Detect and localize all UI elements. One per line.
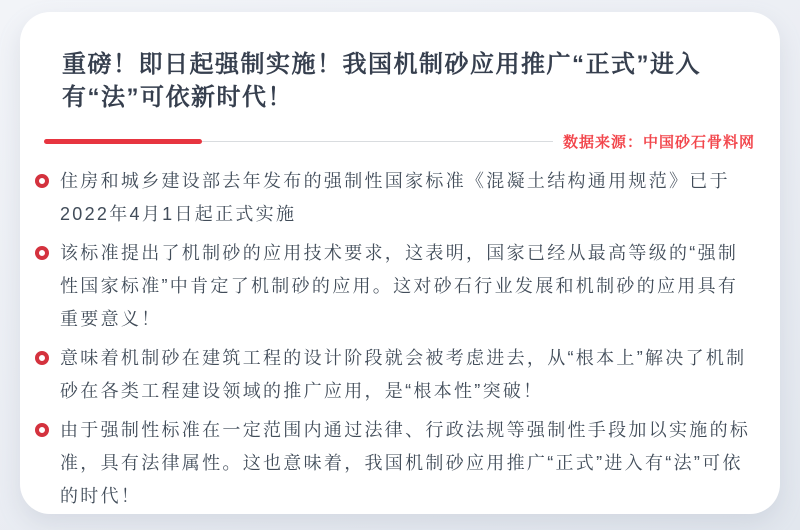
list-item	[35, 342, 755, 408]
data-source-label: 数据来源：中国砂石骨料网	[562, 133, 755, 151]
divider-line	[202, 141, 553, 142]
list-item	[35, 165, 755, 231]
page-title: 重磅！即日起强制实施！我国机制砂应用推广“正式”进入有“法”可依新时代！	[62, 51, 701, 111]
bullet-paragraph: 由于强制性标准在一定范围内通过法律、行政法规等强制性手段加以实施的标准，具有法律属性。这也意味着，我国机制砂应用推广“正式”进入有“法”可依的时代！	[60, 420, 751, 506]
list-item	[35, 414, 755, 513]
ring-bullet-icon	[35, 174, 49, 188]
list-item	[35, 237, 755, 336]
bullet-paragraph: 住房和城乡建设部去年发布的强制性国家标准《混凝土结构通用规范》已于2022年4月1日起正式实施	[60, 171, 730, 224]
ring-bullet-icon	[35, 423, 49, 437]
bullet-list	[35, 165, 755, 513]
ring-bullet-icon	[35, 351, 49, 365]
article-card	[20, 12, 780, 514]
bullet-paragraph: 意味着机制砂在建筑工程的设计阶段就会被考虑进去，从“根本上”解决了机制砂在各类工程建设领域的推广应用，是“根本性”突破！	[60, 348, 747, 401]
ring-bullet-icon	[35, 246, 49, 260]
divider-row	[44, 131, 755, 151]
red-accent-bar	[44, 139, 202, 144]
bullet-paragraph: 该标准提出了机制砂的应用技术要求，这表明，国家已经从最高等级的“强制性国家标准”中肯定了机制砂的应用。这对砂石行业发展和机制砂的应用具有重要意义！	[60, 243, 739, 329]
